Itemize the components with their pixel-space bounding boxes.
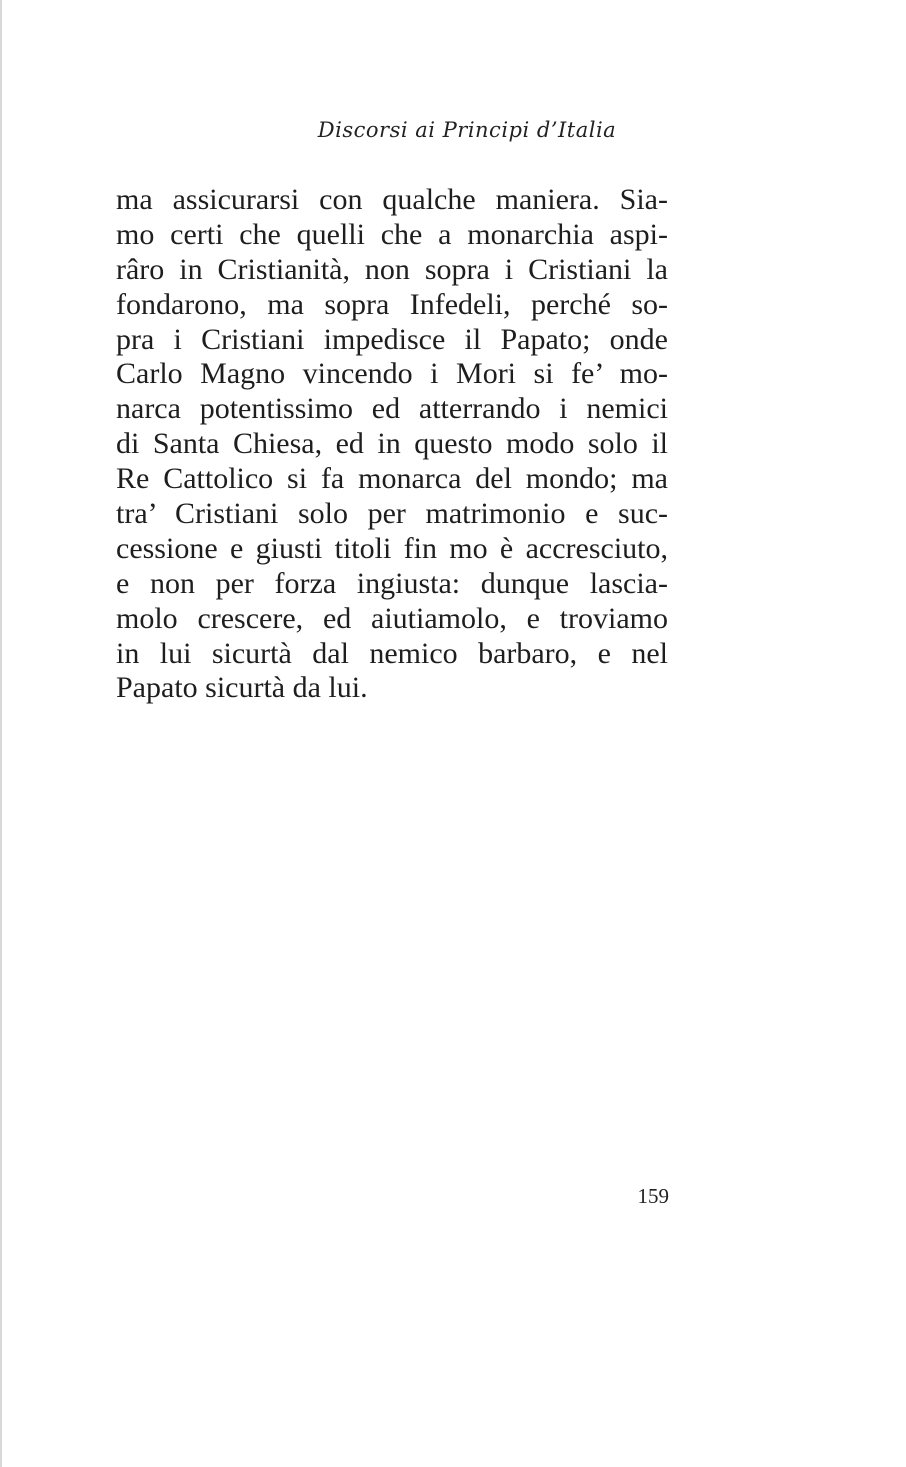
text-line: pra i Cristiani impedisce il Papato; onde: [116, 322, 668, 356]
text-line: tra’ Cristiani solo per matrimonio e suc-: [116, 497, 668, 531]
text-line: molo crescere, ed aiutiamolo, e troviamo: [116, 601, 668, 635]
page-number: 159: [637, 1184, 669, 1208]
text-line: Papato sicurtà da lui.: [116, 671, 368, 705]
text-line: e non per forza ingiusta: dunque lascia-: [116, 566, 668, 600]
text-line: in lui sicurtà dal nemico barbaro, e nel: [116, 636, 668, 670]
text-line: ma assicurarsi con qualche maniera. Sia-: [116, 183, 668, 216]
text-line: narca potentissimo ed atterrando i nemici: [116, 392, 668, 426]
text-line: cessione e giusti titoli fin mo è accresciuto,: [116, 531, 668, 565]
page-edge: [0, 0, 2, 1467]
running-head: Discorsi ai Principi d’Italia: [317, 118, 617, 142]
body-text: [116, 183, 668, 706]
text-line: Carlo Magno vincendo i Mori si fe’ mo-: [116, 357, 668, 391]
text-line: mo certi che quelli che a monarchia aspi-: [116, 217, 668, 251]
text-line: di Santa Chiesa, ed in questo modo solo il: [116, 427, 668, 461]
text-line: Re Cattolico si fa monarca del mondo; ma: [116, 462, 668, 496]
text-line: fondarono, ma sopra Infedeli, perché so-: [116, 287, 668, 321]
text-line: râro in Cristianità, non sopra i Cristiani la: [116, 252, 668, 286]
